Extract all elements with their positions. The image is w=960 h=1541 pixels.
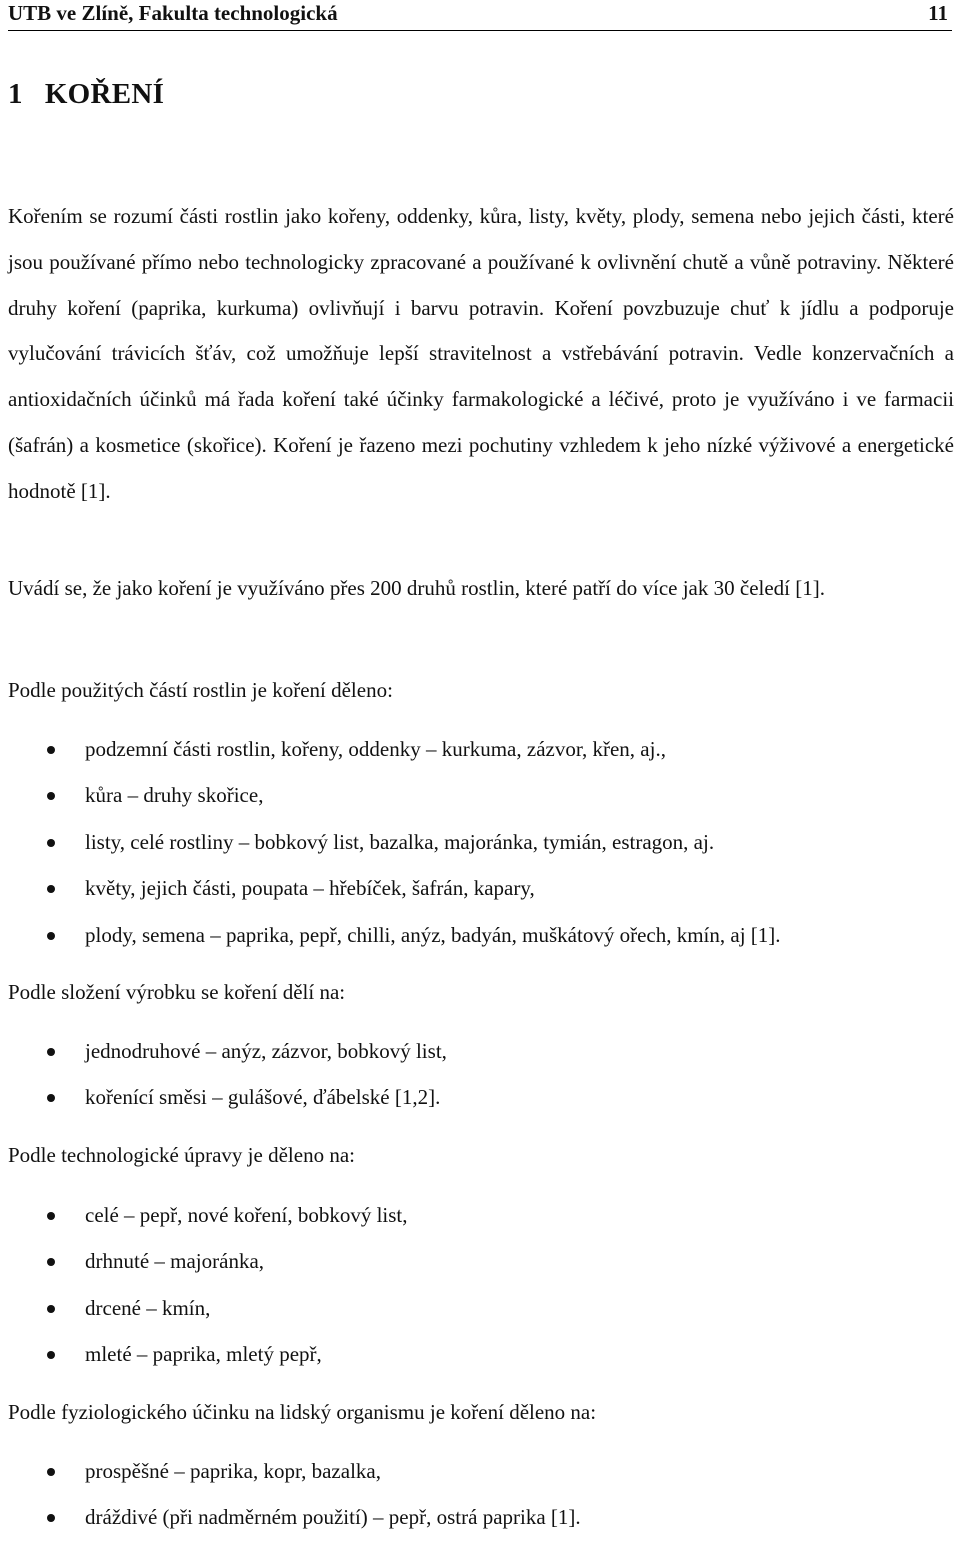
bullet-icon [47, 839, 55, 847]
chapter-heading [8, 78, 164, 111]
chapter-number: 1 [8, 78, 23, 110]
intro-paragraph: Kořením se rozumí části rostlin jako kořeny, oddenky, kůra, listy, květy, plody, semena nebo jejich části, které jsou používané přímo nebo technologicky zpracované a používané k ovlivnění chutě a vůně potraviny. Některé druhy koření (paprika, kurkuma) ovlivňují i barvu potravin. Koření povzbuzuje chuť k jídlu a podporuje vylučování trávicích šťáv, což umožňuje lepší stravitelnost a vstřebávání potravin. Vedle konzervačních a antioxidačních účinků má řada koření také účinky farmakologické a léčivé, proto je využíváno i ve farmacii (šafrán) a kosmetice (skořice). Koření je řazeno mezi pochutiny vzhledem k jeho nízké výživové a energetické hodnotě [1]. [8, 204, 954, 503]
chapter-title: KOŘENÍ [44, 78, 165, 110]
bullet-icon [47, 792, 55, 800]
list-item [0, 1285, 960, 1331]
bullet-icon [47, 1468, 55, 1476]
list-item-text: kořenící směsi – gulášové, ďábelské [1,2]. [85, 1085, 441, 1110]
list-item-text: drhnuté – majoránka, [85, 1249, 265, 1274]
list-item [0, 772, 960, 818]
header-institution: UTB ve Zlíně, Fakulta technologická [8, 1, 338, 25]
parts-list [0, 726, 960, 958]
bullet-icon [47, 1514, 55, 1522]
list-item [0, 1074, 960, 1120]
list-item [0, 1192, 960, 1238]
bullet-icon [47, 1258, 55, 1266]
bullet-icon [47, 932, 55, 940]
list-item-text: drcené – kmín, [85, 1295, 211, 1320]
species-paragraph: Uvádí se, že jako koření je využíváno přes 200 druhů rostlin, které patří do více jak 30 čeledí [1]. [8, 576, 825, 600]
list-item [0, 1331, 960, 1377]
list-item-text: listy, celé rostliny – bobkový list, bazalka, majoránka, tymián, estragon, aj. [85, 829, 715, 854]
list-item [0, 1448, 960, 1494]
processing-classification-heading: Podle technologické úpravy je děleno na: [8, 1143, 355, 1167]
bullet-icon [47, 1094, 55, 1102]
list-item-text: mleté – paprika, mletý pepř, [85, 1342, 322, 1367]
bullet-icon [47, 1048, 55, 1056]
list-item-text: květy, jejich části, poupata – hřebíček, šafrán, kapary, [85, 876, 535, 901]
physiology-classification-heading: Podle fyziologického účinku na lidský organismu je koření děleno na: [8, 1400, 597, 1424]
list-item [0, 865, 960, 911]
running-header [8, 0, 952, 31]
composition-classification-heading: Podle složení výrobku se koření dělí na: [8, 980, 346, 1004]
physiology-list [0, 1448, 960, 1541]
bullet-icon [47, 885, 55, 893]
bullet-icon [47, 1212, 55, 1220]
parts-classification-heading: Podle použitých částí rostlin je koření děleno: [8, 678, 393, 702]
list-item-text: plody, semena – paprika, pepř, chilli, anýz, badyán, muškátový ořech, kmín, aj [1]. [85, 922, 781, 947]
processing-list [0, 1192, 960, 1378]
list-item [0, 726, 960, 772]
list-item-text: prospěšné – paprika, kopr, bazalka, [85, 1459, 381, 1483]
bullet-icon [47, 1351, 55, 1359]
list-item-text: jednodruhové – anýz, zázvor, bobkový list, [85, 1039, 447, 1063]
list-item [0, 819, 960, 865]
list-item-text: celé – pepř, nové koření, bobkový list, [85, 1203, 408, 1227]
list-item [0, 1238, 960, 1284]
list-item [0, 1028, 960, 1074]
list-item [0, 1494, 960, 1540]
list-item-text: kůra – druhy skořice, [85, 783, 264, 808]
list-item [0, 912, 960, 958]
list-item-text: podzemní části rostlin, kořeny, oddenky – kurkuma, zázvor, křen, aj., [85, 737, 666, 761]
composition-list [0, 1028, 960, 1121]
page-number: 11 [928, 1, 948, 25]
bullet-icon [47, 746, 55, 754]
bullet-icon [47, 1305, 55, 1313]
list-item-text: dráždivé (při nadměrném použití) – pepř, ostrá paprika [1]. [85, 1505, 581, 1530]
